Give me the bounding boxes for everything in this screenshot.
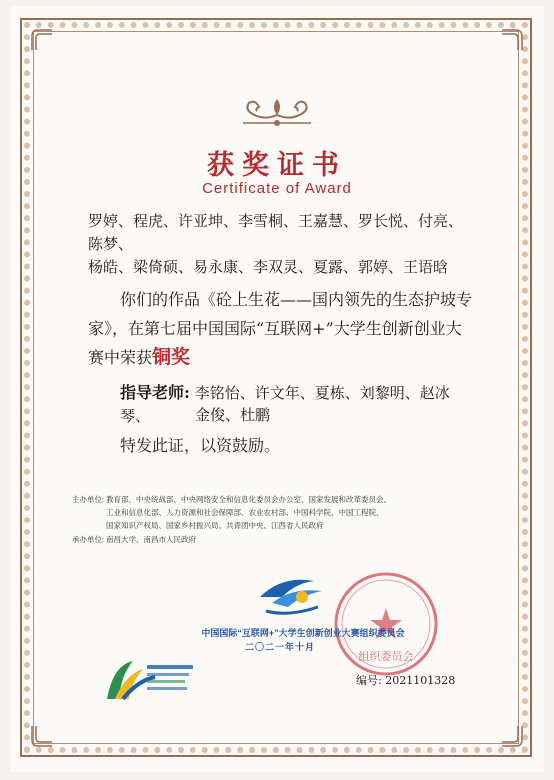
corner-ornament-bottom-left: [30, 724, 54, 748]
award-statement: [88, 285, 472, 372]
seal-text: 组织委员会: [358, 650, 414, 663]
undertake-label: 承办单位:: [72, 535, 105, 544]
serial-number: 2021101328: [385, 674, 456, 687]
organizing-committee-name: 中国国际“互联网+”大学生创新创业大赛组织委员会: [201, 628, 405, 638]
serial-label: 编号:: [356, 674, 382, 687]
host-line-3: 国家知识产权局、国家乡村振兴局、共青团中央、江西省人民政府: [106, 521, 324, 530]
host-line-1: 教育部、中央统战部、中央网络安全和信息化委员会办公室、国家发展和改革委员会、: [106, 495, 391, 504]
recipient-names-line-1: 罗婷、程虎、许亚坤、李雪桐、王嘉慧、罗长悦、付亮、陈梦、: [88, 212, 464, 253]
corner-ornament-top-right: [500, 28, 524, 52]
host-label: 主办单位:: [72, 495, 105, 504]
competition-logo: [252, 567, 330, 625]
award-statement-text: 你们的作品《砼上生花——国内领先的生态护坡专家》，在第七届中国国际“互联网+”大学生创新创业大赛中荣获: [88, 290, 473, 367]
undertake-value: 南昌大学、南昌市人民政府: [106, 535, 196, 544]
recipient-names: [88, 210, 468, 279]
issue-date: 二〇二一年十月: [245, 642, 316, 652]
certificate-title: 获奖证书: [207, 150, 347, 181]
advisor-names-line-1: 李铭怡、许文年、夏栋、刘黎明、赵冰琴、: [120, 384, 450, 425]
closing-statement: 特发此证，以资鼓励。: [120, 436, 281, 455]
certificate-serial: [356, 672, 455, 688]
corner-ornament-bottom-right: [500, 724, 524, 748]
certificate-subtitle: Certificate of Award: [202, 180, 352, 197]
seventh-competition-emblem: [103, 655, 199, 705]
title-ornament: [237, 95, 317, 129]
advisor-block: [120, 381, 470, 428]
organizing-committee-seal: [330, 568, 442, 680]
advisor-label: 指导老师:: [120, 383, 190, 402]
corner-ornament-top-left: [30, 28, 54, 52]
recipient-names-line-2: 杨皓、梁倚硕、易永康、李双灵、夏露、郭婷、王语晗: [88, 258, 449, 276]
advisor-names-line-2: 金俊、杜鹏: [195, 406, 271, 424]
host-line-2: 工业和信息化部、人力资源和社会保障部、农业农村部、中国科学院、中国工程院、: [106, 508, 384, 517]
award-level: 铜奖: [152, 346, 191, 368]
